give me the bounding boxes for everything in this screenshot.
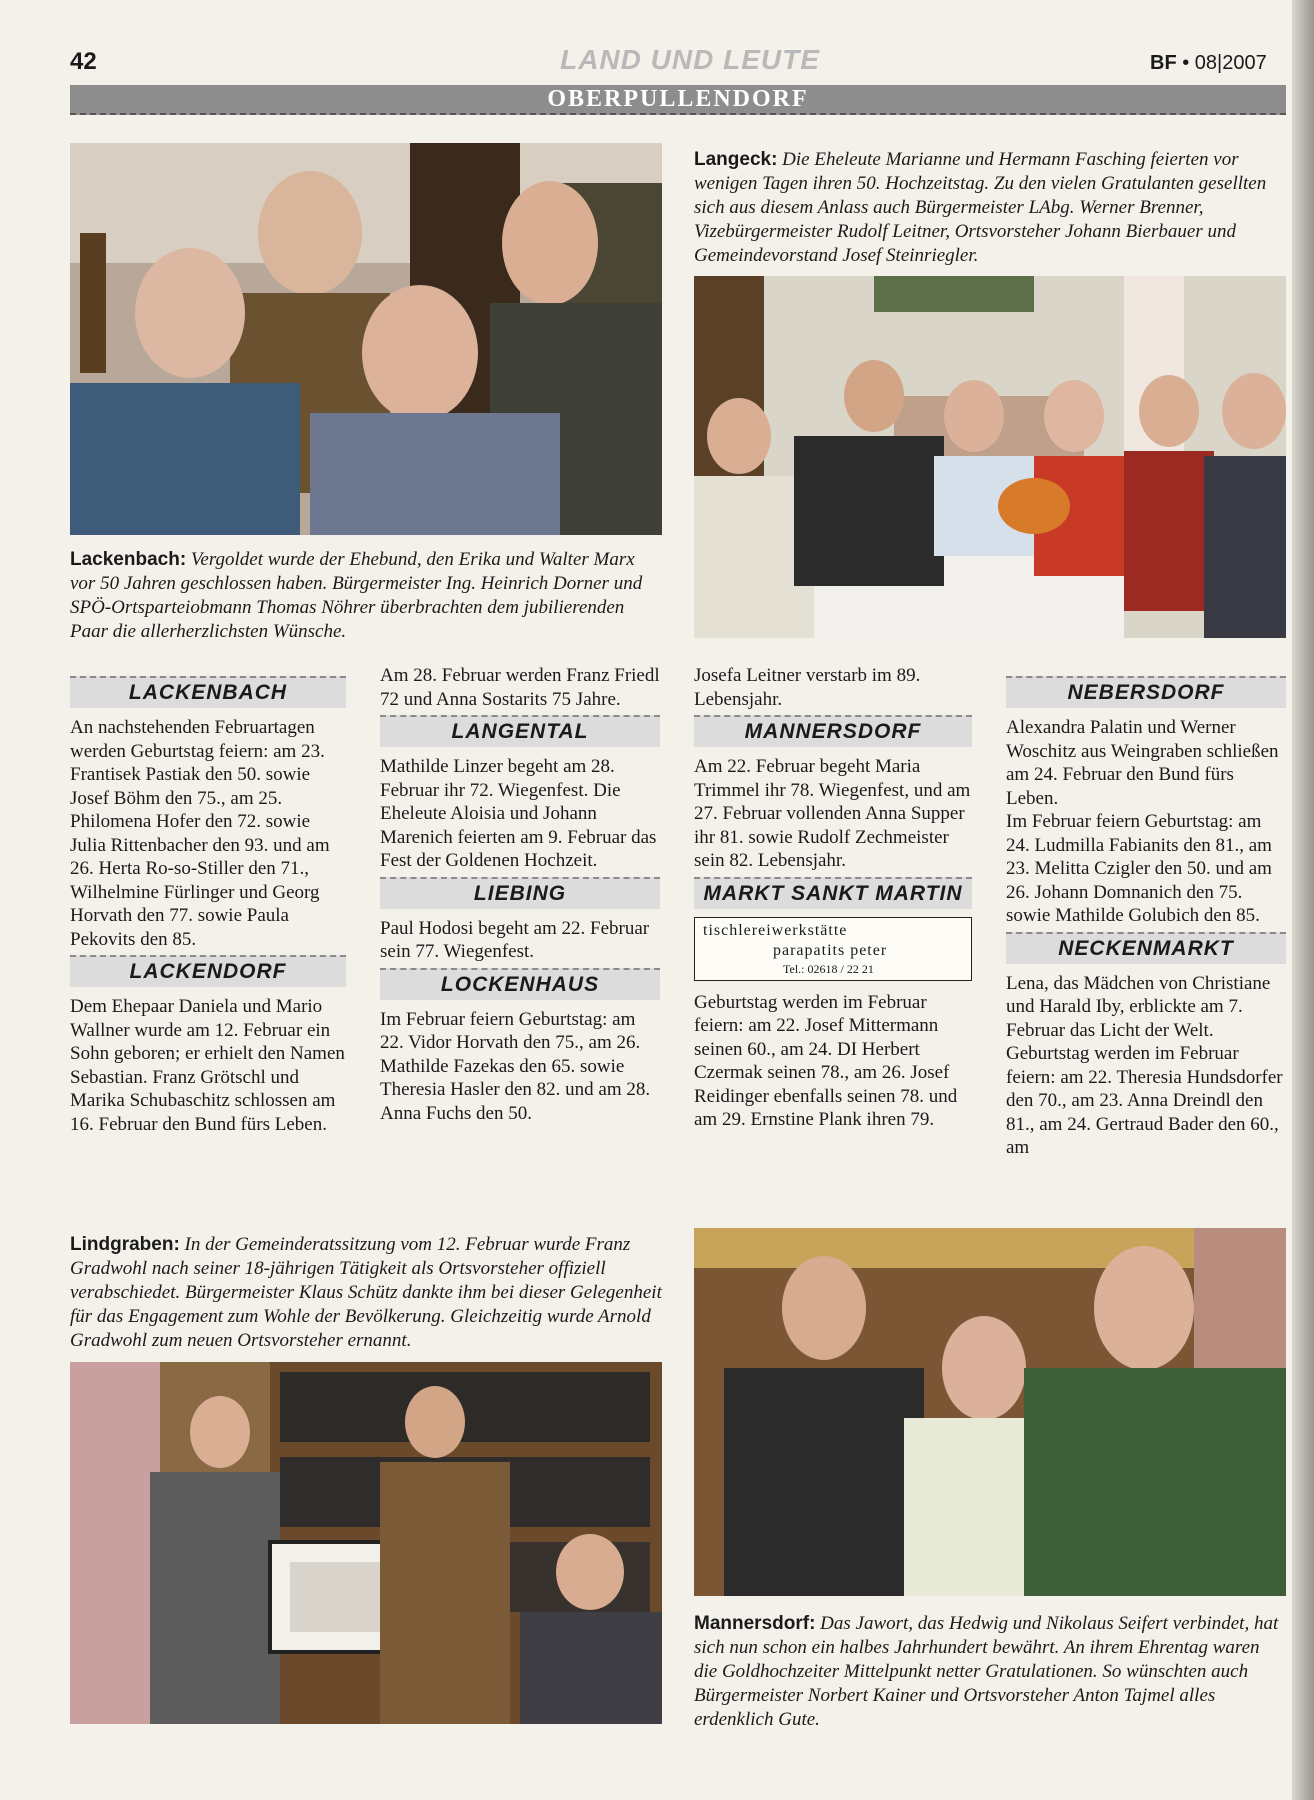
article-lockenhaus-cont: Josefa Leitner verstarb im 89. Lebensjahr. [694,665,921,710]
heading-lackendorf: LACKENDORF [70,955,346,987]
photo-lackenbach [70,143,662,535]
ad-line-1: tischlereiwerkstätte [703,921,848,939]
heading-liebing: LIEBING [380,877,660,909]
caption-text: Das Jawort, das Hedwig und Nikolaus Seifert verbindet, hat sich nun schon ein halbes Jahrhundert bewährt. An ihrem Ehrentag waren die Goldhochzeiter Mittelpunkt netter Gratulationen. So wünschten auch Bürgermeister Norbert Kainer und Ortsvorsteher Anton Tajmel alles erdenklich Gute. [694,1613,1279,1730]
photo-mannersdorf [694,1228,1286,1596]
photo-langeck [694,276,1286,638]
article-nebersdorf-1: Alexandra Palatin und Werner Woschitz aus Weingraben schließen am 24. Februar den Bund fürs Leben. [1006,717,1279,809]
section-title: LAND UND LEUTE [560,44,820,75]
article-langental: Mathilde Linzer begeht am 28. Februar ihr 72. Wiegenfest. Die Eheleute Aloisia und Johann Marenich feierten am 9. Februar das Fest der Goldenen Hochzeit. [380,756,657,871]
article-mannersdorf: Am 22. Februar begeht Maria Trimmel ihr 78. Wiegenfest, und am 27. Februar vollenden Anna Supper ihr 81. sowie Rudolf Zechmeister sein 82. Lebensjahr. [694,756,971,871]
caption-lackenbach [70,548,660,644]
region-banner-text: OBERPULLENDORF [547,86,809,112]
ad-phone: Tel.: 02618 / 22 21 [783,961,874,976]
article-neckenmarkt-2: Geburtstag werden im Februar feiern: am 22. Theresia Hundsdorfer den 70., am 23. Anna Dreindl den 81., am 24. Gertraud Bader den 60., am [1006,1043,1283,1158]
article-lackendorf: Dem Ehepaar Daniela und Mario Wallner wurde am 12. Februar ein Sohn geboren; er erhielt den Namen Sebastian. Franz Grötschl und Marika Schubaschitz schlossen am 16. Februar den Bund fürs Leben. [70,996,345,1135]
caption-text: Die Eheleute Marianne und Hermann Fasching feierten vor wenigen Tagen ihren 50. Hochzeitstag. Zu den vielen Gratulanten gesellten sich aus diesem Anlass auch Bürgermeister LAbg. Werner Brenner, Vizebürgermeister Rudolf Leitner, Ortsvorsteher Johann Bierbauer und Gemeindevorstand Josef Steinriegler. [694,149,1267,266]
caption-place: Lindgraben: [70,1234,180,1255]
heading-nebersdorf: NEBERSDORF [1006,676,1286,708]
column-4 [1006,672,1286,1160]
advertisement [694,917,972,981]
column-1 [70,672,346,1136]
heading-neckenmarkt: NECKENMARKT [1006,932,1286,964]
caption-place: Mannersdorf: [694,1613,816,1634]
caption-text: Vergoldet wurde der Ehebund, den Erika und Walter Marx vor 50 Jahren geschlossen haben. Bürgermeister Ing. Heinrich Dorner und SPÖ-Ortsparteiobmann Thomas Nöhrer überbrachten dem jubilierenden Paar die allerherzlichsten Wünsche. [70,549,643,642]
photo-lindgraben [70,1362,662,1724]
page-edge [1292,0,1314,1800]
heading-markt-sankt-martin: MARKT SANKT MARTIN [694,877,972,909]
caption-place: Lackenbach: [70,549,187,570]
page-number: 42 [70,48,97,75]
issue-info: BF • 08|2007 [1150,52,1267,74]
column-2 [380,664,660,1125]
heading-lockenhaus: LOCKENHAUS [380,968,660,1000]
issue-date: 08|2007 [1194,52,1267,74]
caption-langeck [694,148,1286,268]
article-liebing: Paul Hodosi begeht am 22. Februar sein 77. Wiegenfest. [380,917,650,962]
issue-brand: BF [1150,52,1177,74]
column-3 [694,664,972,1132]
article-nebersdorf-2: Im Februar feiern Geburtstag: am 24. Ludmilla Fabianits den 81., am 23. Melitta Czigler den 50. und am 26. Johann Domnanich den 75. sowie Mathilde Golubich den 85. [1006,811,1272,926]
caption-lindgraben [70,1233,662,1353]
article-lackenbach-cont: Am 28. Februar werden Franz Friedl 72 und Anna Sostarits 75 Jahre. [380,665,660,710]
heading-mannersdorf: MANNERSDORF [694,715,972,747]
caption-place: Langeck: [694,149,778,170]
ad-line-2: parapatits peter [773,941,888,959]
article-neckenmarkt-1: Lena, das Mädchen von Christiane und Harald Iby, erblickte am 7. Februar das Licht der Welt. [1006,972,1271,1041]
heading-langental: LANGENTAL [380,715,660,747]
caption-text: In der Gemeinderatssitzung vom 12. Februar wurde Franz Gradwohl nach seiner 18-jährigen Tätigkeit als Ortsvorsteher offiziell verabschiedet. Bürgermeister Klaus Schütz dankte ihm bei dieser Gelegenheit für das Engagement zum Wohle der Bevölkerung. Gleichzeitig wurde Arnold Gradwohl zum neuen Ortsvorsteher ernannt. [70,1234,662,1351]
region-banner [70,85,1286,115]
heading-lackenbach: LACKENBACH [70,676,346,708]
article-lackenbach: An nachstehenden Februartagen werden Geburtstag feiern: am 23. Frantisek Pastiak den 50. sowie Josef Böhm den 75., am 25. Philomena Hofer den 72. sowie Julia Rittenbacher den 93. und am 26. Herta Ro-so-Stiller den 71., Wilhelmine Fürlinger und Georg Horvath den 77. sowie Paula Pekovits den 85. [70,717,330,950]
article-lockenhaus: Im Februar feiern Geburtstag: am 22. Vidor Horvath den 75., am 26. Mathilde Fazekas den 65. sowie Theresia Hasler den 82. und am 28. Anna Fuchs den 50. [380,1008,651,1124]
caption-mannersdorf [694,1612,1284,1732]
article-markt-sankt-martin: Geburtstag werden im Februar feiern: am 22. Josef Mittermann seinen 60., am 24. DI Herbert Czermak seinen 78., am 26. Josef Reidinger ebenfalls seinen 78. und am 29. Ernstine Plank ihren 79. [694,991,958,1130]
